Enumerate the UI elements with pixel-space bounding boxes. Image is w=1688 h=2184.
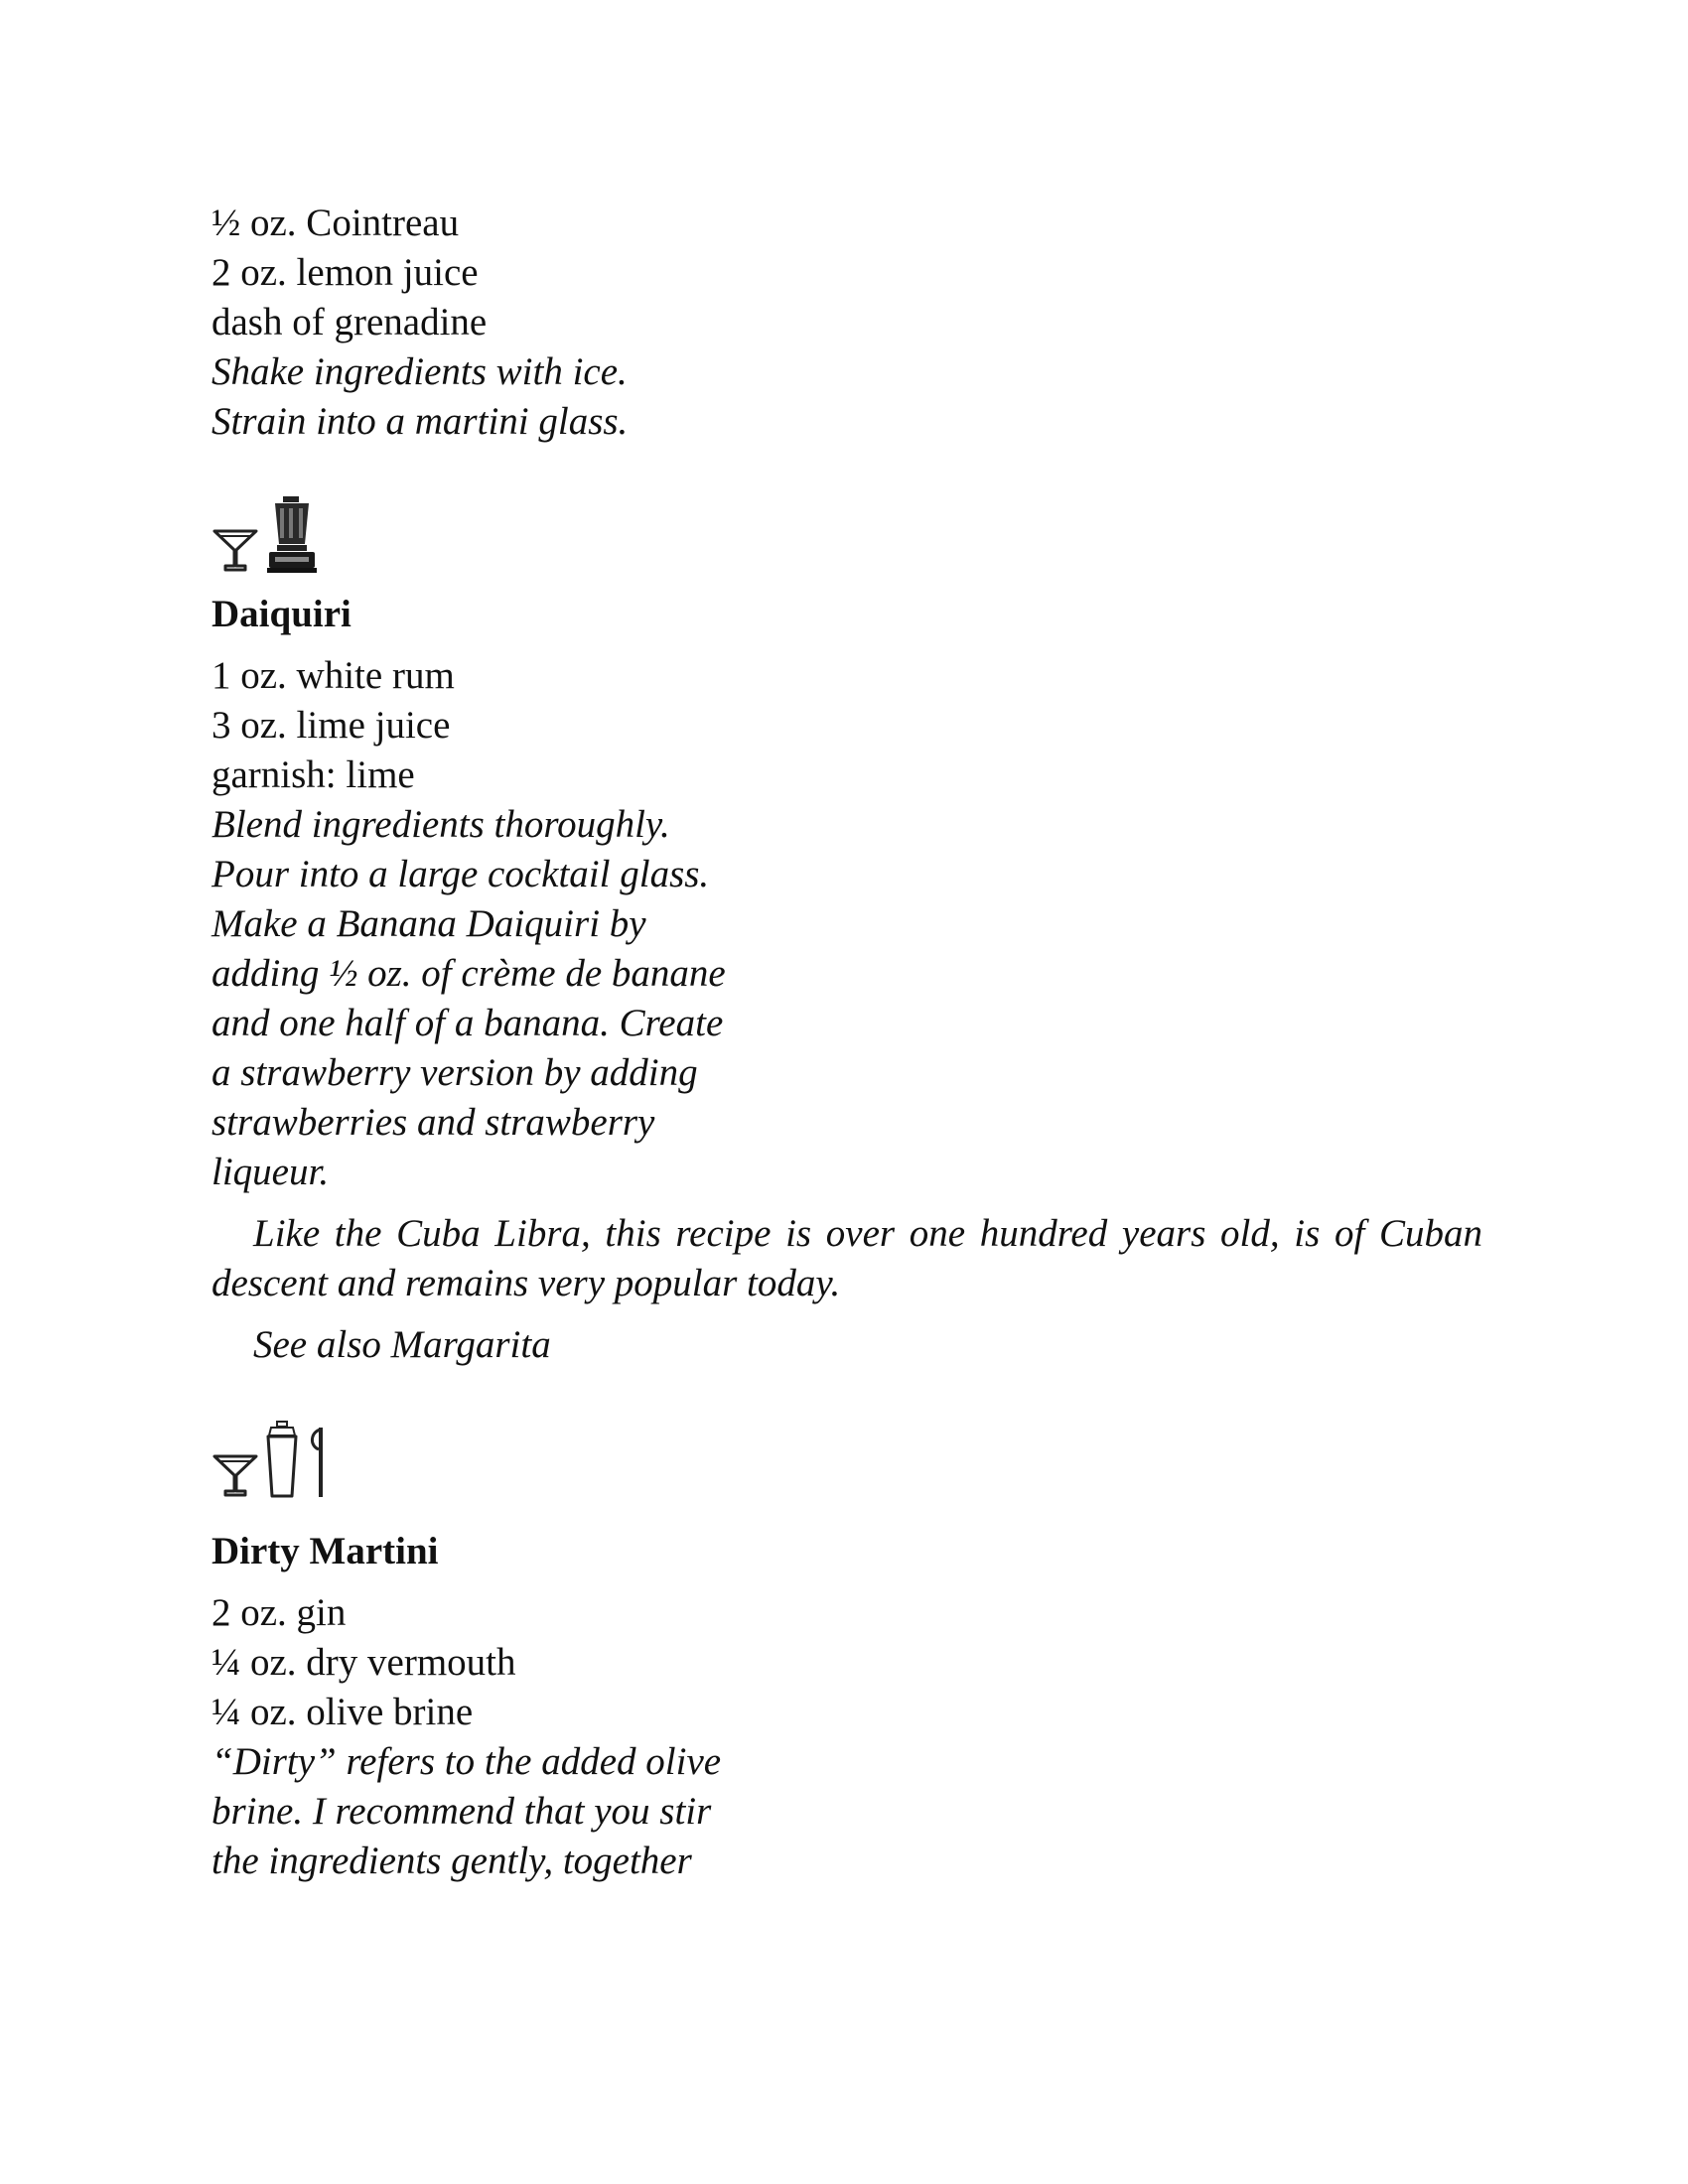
daiquiri-equipment-icons — [211, 494, 1482, 574]
bar-spoon-icon — [305, 1420, 331, 1499]
blender-icon — [263, 494, 321, 574]
ingredient-line: 2 oz. lemon juice — [211, 251, 479, 294]
ingredient-line: 3 oz. lime juice — [211, 704, 451, 747]
previous-recipe-continuation — [211, 199, 1482, 447]
instruction-line: the ingredients gently, together — [211, 1840, 692, 1882]
recipe-note: Like the Cuba Libra, this recipe is over one hundred years old, is of Cuban descent and remains very popular today. — [211, 1212, 1482, 1304]
ingredient-line: 2 oz. gin — [211, 1591, 347, 1634]
recipe-page — [211, 199, 1482, 1886]
instruction-line: Strain into a martini glass. — [211, 400, 629, 443]
recipe-title: Dirty Martini — [211, 1530, 439, 1572]
ingredient-line: ½ oz. Cointreau — [211, 202, 460, 244]
dirty-martini-recipe — [211, 1527, 1482, 1886]
dirty-martini-equipment-icons — [211, 1420, 1482, 1499]
ingredient-line: dash of grenadine — [211, 301, 488, 343]
ingredient-line: garnish: lime — [211, 753, 415, 796]
instruction-line: a strawberry version by adding — [211, 1051, 698, 1094]
instruction-line: Shake ingredients with ice. — [211, 350, 628, 393]
cocktail-shaker-icon — [263, 1420, 301, 1499]
instruction-line: Make a Banana Daiquiri by — [211, 902, 646, 945]
instruction-line: strawberries and strawberry — [211, 1101, 655, 1144]
ingredient-line: 1 oz. white rum — [211, 654, 455, 697]
ingredient-line: ¼ oz. dry vermouth — [211, 1641, 516, 1684]
see-also-reference: See also Margarita — [253, 1323, 551, 1366]
instruction-line: and one half of a banana. Create — [211, 1002, 724, 1044]
instruction-line: Blend ingredients thoroughly. — [211, 803, 670, 846]
recipe-title: Daiquiri — [211, 593, 352, 635]
martini-glass-icon — [211, 1439, 259, 1499]
instruction-line: liqueur. — [211, 1151, 330, 1193]
daiquiri-recipe — [211, 590, 1482, 1370]
martini-glass-icon — [211, 514, 259, 574]
instruction-line: “Dirty” refers to the added olive — [211, 1740, 722, 1783]
instruction-line: Pour into a large cocktail glass. — [211, 853, 710, 895]
instruction-line: brine. I recommend that you stir — [211, 1790, 712, 1833]
ingredient-line: ¼ oz. olive brine — [211, 1691, 474, 1733]
instruction-line: adding ½ oz. of crème de banane — [211, 952, 726, 995]
